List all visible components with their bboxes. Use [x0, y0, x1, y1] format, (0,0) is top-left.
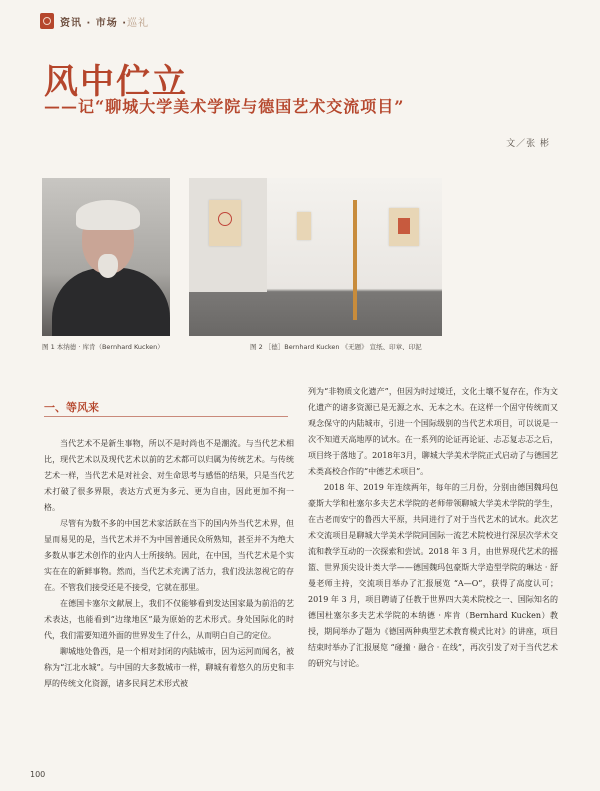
- category-text: 资讯 · 市场 ·: [60, 17, 128, 29]
- paragraph: 当代艺术不是新生事物，所以不是时尚也不是潮流。与当代艺术相比，现代艺术以及现代艺术以前的艺术都可以归属为传统艺术。与传统艺术一样，当代艺术是对社会、对生命思考与感悟的结果，只是当代艺术打破了很多界限，表达方式更为多元、更为自由，因此更加不拘一格。: [44, 439, 294, 512]
- section-label: [60, 14, 149, 29]
- paragraph: 聊城地处鲁西，是一个相对封闭的内陆城市，因为运河而闻名，被称为“江北水城”。与中国的大多数城市一样，聊城有着悠久的历史和丰厚的传统文化资源，诸多民间艺术形式被: [44, 647, 294, 688]
- author-byline: 文／张 彬: [506, 139, 550, 149]
- subcategory-text: 巡礼: [127, 17, 150, 29]
- paragraph: 2018 年、2019 年连续两年，每年的三月份，分别由德国魏玛包豪斯大学和杜塞尔多夫艺术学院的老师带领聊城大学美术学院的学生，在古老而安宁的鲁西大平原，共同进行了对于当代艺术的试水。此次艺术交流项目是聊城大学美术学院同国际一流艺术院校进行深层次学术交流和教学互动的一次探索和尝试。2018 年 3 月，由世界现代艺术的摇篮、世界顶尖设计类大学——德国魏玛包豪斯大学造型学院的琳达 · 舒曼老师主持，交流项目举办了汇报展览 “A—O”，获得了高度认可；2019 年 3 月，项目聘请了任教于世界四大美术院校之一、国际知名的德国杜塞尔多夫艺术学院的本纳德 · 库肯（Bernhard Kucken）教授，期间举办了题为《德国两种典型艺术教育模式比对》的讲座，项目结束时举办了汇报展览 “碰撞 · 融合 · 在线”，再次引发了对于当代艺术的研究与讨论。: [308, 483, 558, 668]
- section-divider: [44, 416, 288, 417]
- portrait-photo: [42, 178, 170, 336]
- right-column: [308, 384, 558, 672]
- article-title: 风中伫立: [44, 62, 188, 102]
- paragraph: 尽管有为数不多的中国艺术家活跃在当下的国内外当代艺术界，但显而易见的是，当代艺术并不为中国普通民众所熟知，甚至并不为绝大多数从事艺术创作的业内人士所接纳。因此，在中国，当代艺术是个实实在在的新鲜事物。然而，当代艺术充满了活力，我们没法忽视它的存在。不管我们接受还是不接受，它就在那里。: [44, 519, 294, 592]
- left-column: [44, 436, 294, 692]
- figure-1-caption: 图 1 本纳德 · 库肯（Bernhard Kucken）: [42, 343, 164, 351]
- section-heading: 一、等风来: [44, 401, 99, 414]
- paragraph: 列为“非物质文化遗产”，但因为时过境迁，文化土壤不复存在，作为文化遗产的诸多资源已是无源之水、无本之木。在这样一个固守传统而又观念保守的内陆城市，引进一个国际级别的当代艺术项目，可以说是一次不知道天高地厚的试水。在一系列的论证再论证、忐忑复忐忑之后，项目终于落地了。2018年3月，聊城大学美术学院正式启动了与德国艺术类高校合作的“中德艺术项目”。: [308, 387, 558, 476]
- paragraph: 在德国卡塞尔文献展上，我们不仅能够看到发达国家最为前沿的艺术表达，也能看到“边缘地区”最为原始的艺术形式。身处国际化的时代，我们需要知道外面的世界发生了什么，从而明白自己的定位。: [44, 599, 294, 640]
- magazine-logo-icon: [40, 13, 54, 29]
- section-header: [40, 12, 149, 30]
- figure-2-caption: 图 2 ［德］Bernhard Kucken 《无题》 宣纸、印章、印泥: [250, 343, 422, 351]
- page-number: 100: [30, 770, 46, 779]
- gallery-photo: [189, 178, 442, 336]
- article-subtitle: ——记“聊城大学美术学院与德国艺术交流项目”: [44, 97, 405, 116]
